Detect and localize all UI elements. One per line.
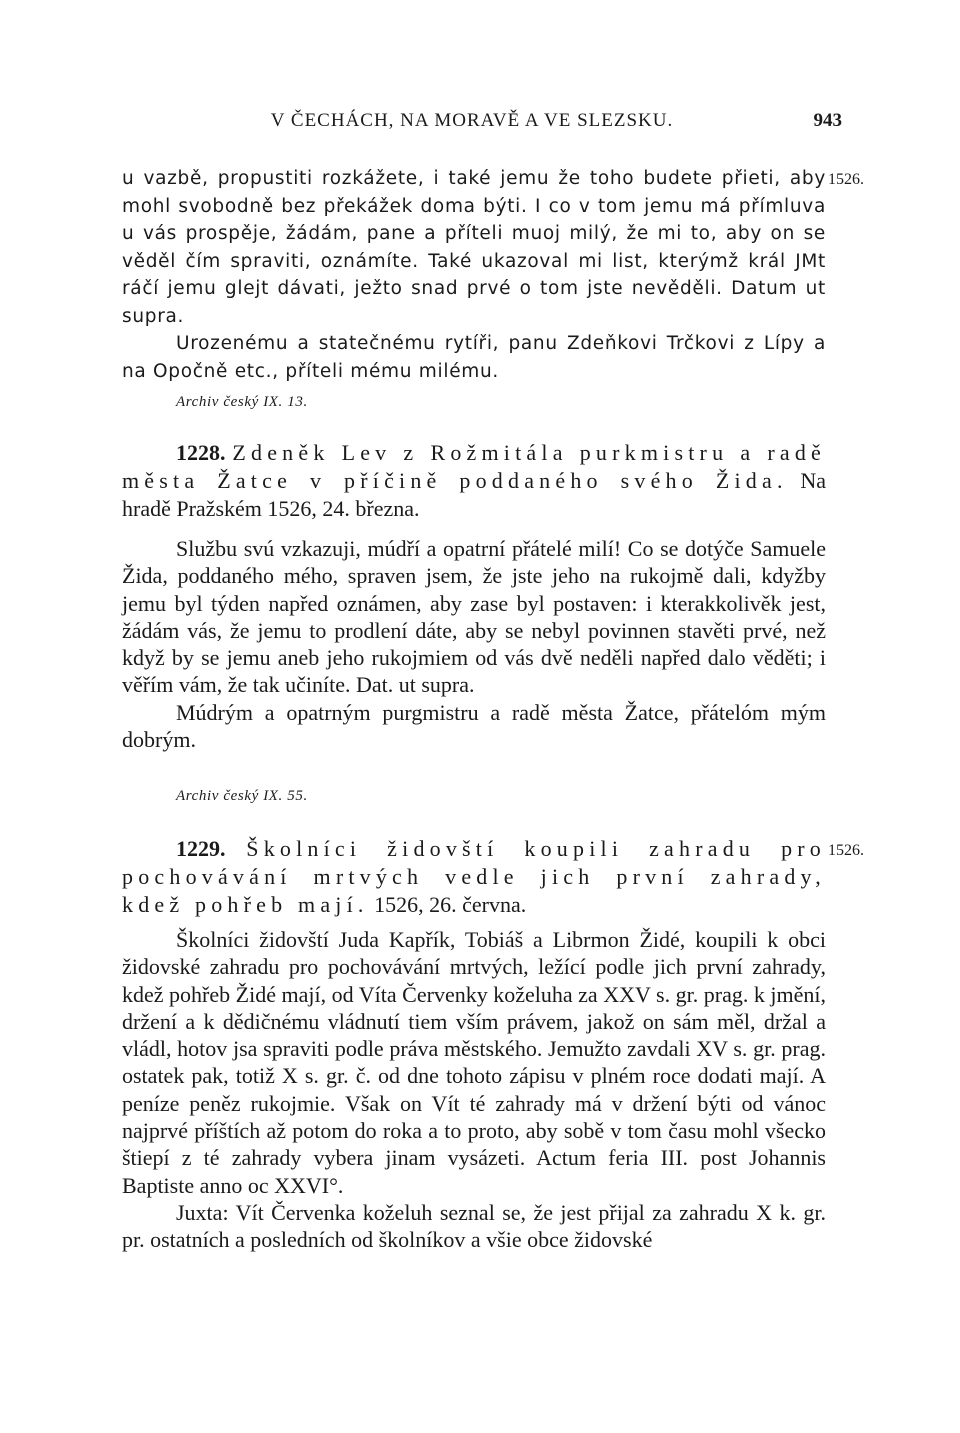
document-body: Službu svú vzkazuji, múdří a opatrní přátelé milí! Co se dotýče Samuele Žida, poddaného mého, spraven jsem, že jste jeho na rukojmě dali, kdyžby jemu byl týden napřed oznámen, aby zase byl postaven: i kterakkolivěk jest, žádám vás, že jemu to prodlení dáte, aby se nebyl povinnen stavěti prvé, než když by se jemu aneb jeho rukojmiem od vás dvě neděli napřed dalo věděti; i věřím vám, že tak učiníte. Dat. ut supra.: [122, 536, 826, 698]
document-juxta: Juxta: Vít Červenka koželuh seznal se, že jest přijal za zahradu X k. gr. pr. ostatních a posledních od školníkov a všie obce židovské: [122, 1199, 826, 1253]
document-number: 1229.: [176, 836, 226, 861]
document-date: 1526, 26. června.: [374, 892, 527, 917]
page-number: 943: [813, 110, 842, 131]
letter-continuation: [122, 165, 826, 385]
document-date: Na hradě Pražském 1526, 24. března.: [122, 468, 827, 521]
source-citation: Archiv český IX. 55.: [176, 788, 308, 804]
margin-year: 1526.: [828, 171, 864, 188]
source-citation: Archiv český IX. 13.: [176, 394, 308, 410]
letter-address: Urozenému a statečnému rytíři, panu Zdeňkovi Trčkovi z Lípy a na Opočně etc., příteli mému milému.: [122, 333, 826, 382]
document-title: Školníci židovští koupili zahradu pro pochovávání mrtvých vedle jich první zahrady, kdež pohřeb mají.: [122, 836, 826, 917]
document-heading: [122, 439, 826, 523]
document-text: [122, 926, 826, 1254]
margin-year: 1526.: [828, 842, 864, 859]
letter-body: u vazbě, propustiti rozkážete, i také jemu že toho budete přieti, aby mohl svobodně bez překážek doma býti. I co v tom jemu má přímluva u vás prospěje, žádám, pane a příteli muoj milý, že mi to, aby on se věděl čím spraviti, oznámíte. Také ukazoval mi list, kterýmž král JMt ráčí jemu glejt dávati, ježto snad prvé o tom jste nevěděli. Datum ut supra.: [122, 168, 826, 327]
document-address: Múdrým a opatrným purgmistru a radě města Žatce, přátelóm mým dobrým.: [122, 699, 826, 753]
document-title: Zdeněk Lev z Rožmitála purkmistru a radě města Žatce v příčině poddaného svého Žida.: [122, 440, 826, 493]
document-text: [122, 535, 826, 753]
document-body: Školníci židovští Juda Kapřík, Tobiáš a Librmon Židé, koupili k obci židovské zahradu pro pochovávání mrtvých, ležící podle jich první zahrady, kdež pohřeb Židé mají, od Víta Červenky koželuha za XXV s. gr. prag. k jmění, držení a k dědičnému vládnutí tiem vším právem, jakož on sám měl, držal a vládl, hotov jsa spraviti podle práva městského. Jemužto zavdali XV s. gr. prag. ostatek pak, totiž X s. gr. č. od dne tohoto zápisu v plném roce dodati mají. A peníze peněz rukojmie. Však on Vít té zahrady má v držení býti od vánoc najprvé příštích až potom do roka a to proto, aby sobě v tom času mohl všecko štiepí z té zahrady vybera jinam vysázeti. Actum feria III. post Johannis Baptiste anno oc XXVI°.: [122, 927, 826, 1198]
document-number: 1228.: [176, 440, 226, 465]
running-head: V ČECHÁCH, NA MORAVĚ A VE SLEZSKU.: [270, 110, 674, 131]
document-heading: [122, 835, 826, 919]
